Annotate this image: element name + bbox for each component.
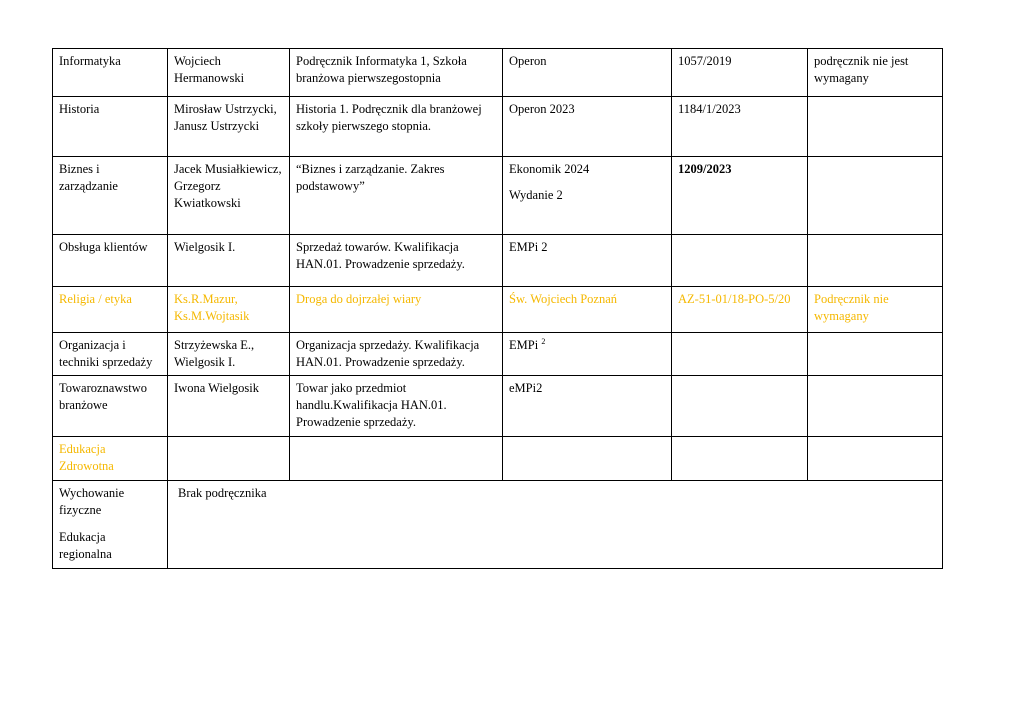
cell-number: 1184/1/2023 xyxy=(672,97,808,157)
cell-author xyxy=(168,437,290,481)
cell-author: Wojciech Hermanowski xyxy=(168,49,290,97)
cell-subject: Historia xyxy=(53,97,168,157)
cell-title: Sprzedaż towarów. Kwalifikacja HAN.01. Prowadzenie sprzedaży. xyxy=(290,235,503,287)
table-row xyxy=(53,333,943,376)
table-row xyxy=(53,235,943,287)
cell-notes xyxy=(808,97,943,157)
cell-title: Organizacja sprzedaży. Kwalifikacja HAN.01. Prowadzenie sprzedaży. xyxy=(290,333,503,376)
cell-number xyxy=(672,437,808,481)
cell-title: Towar jako przedmiot handlu.Kwalifikacja HAN.01. Prowadzenie sprzedaży. xyxy=(290,376,503,437)
cell-subject: Towaroznawstwo branżowe xyxy=(53,376,168,437)
cell-subject xyxy=(53,481,168,569)
cell-author: Iwona Wielgosik xyxy=(168,376,290,437)
cell-merged-note: Brak podręcznika xyxy=(168,481,943,569)
cell-publisher: eMPi2 xyxy=(503,376,672,437)
cell-publisher xyxy=(503,157,672,235)
publisher-edition: Wydanie 2 xyxy=(509,188,563,202)
cell-publisher: Operon xyxy=(503,49,672,97)
cell-publisher xyxy=(503,437,672,481)
cell-subject: Biznes i zarządzanie xyxy=(53,157,168,235)
cell-title xyxy=(290,437,503,481)
cell-number xyxy=(672,235,808,287)
cell-author: Mirosław Ustrzycki, Janusz Ustrzycki xyxy=(168,97,290,157)
publisher-name: EMPi xyxy=(509,338,539,352)
cell-title: “Biznes i zarządzanie. Zakres podstawowy” xyxy=(290,157,503,235)
table-row xyxy=(53,376,943,437)
cell-subject: Informatyka xyxy=(53,49,168,97)
cell-number xyxy=(672,376,808,437)
cell-subject: Organizacja i techniki sprzedaży xyxy=(53,333,168,376)
table-row xyxy=(53,97,943,157)
cell-subject: Edukacja Zdrowotna xyxy=(53,437,168,481)
subject-name-secondary: Edukacja regionalna xyxy=(59,530,112,561)
cell-author: Strzyżewska E., Wielgosik I. xyxy=(168,333,290,376)
cell-publisher: Operon 2023 xyxy=(503,97,672,157)
cell-notes xyxy=(808,157,943,235)
table-row xyxy=(53,437,943,481)
cell-notes xyxy=(808,333,943,376)
cell-number: AZ-51-01/18-PO-5/20 xyxy=(672,287,808,333)
textbook-table xyxy=(52,48,943,569)
cell-publisher xyxy=(503,333,672,376)
cell-publisher: EMPi 2 xyxy=(503,235,672,287)
cell-notes xyxy=(808,235,943,287)
cell-title: Historia 1. Podręcznik dla branżowej szkoły pierwszego stopnia. xyxy=(290,97,503,157)
cell-notes: podręcznik nie jest wymagany xyxy=(808,49,943,97)
cell-number xyxy=(672,333,808,376)
cell-author: Wielgosik I. xyxy=(168,235,290,287)
cell-title: Podręcznik Informatyka 1, Szkoła branżowa pierwszegostopnia xyxy=(290,49,503,97)
table-row xyxy=(53,481,943,569)
cell-notes xyxy=(808,437,943,481)
table-row xyxy=(53,157,943,235)
table-row-highlighted xyxy=(53,287,943,333)
cell-subject: Obsługa klientów xyxy=(53,235,168,287)
cell-number: 1057/2019 xyxy=(672,49,808,97)
table-row xyxy=(53,49,943,97)
cell-notes xyxy=(808,376,943,437)
cell-author: Jacek Musiałkiewicz, Grzegorz Kwiatkowski xyxy=(168,157,290,235)
cell-notes: Podręcznik nie wymagany xyxy=(808,287,943,333)
publisher-name: Ekonomik 2024 xyxy=(509,162,590,176)
cell-subject: Religia / etyka xyxy=(53,287,168,333)
cell-number: 1209/2023 xyxy=(672,157,808,235)
cell-publisher: Św. Wojciech Poznań xyxy=(503,287,672,333)
subject-name: Wychowanie fizyczne xyxy=(59,486,125,517)
cell-author: Ks.R.Mazur, Ks.M.Wojtasik xyxy=(168,287,290,333)
publisher-superscript: 2 xyxy=(541,337,546,346)
cell-title: Droga do dojrzałej wiary xyxy=(290,287,503,333)
